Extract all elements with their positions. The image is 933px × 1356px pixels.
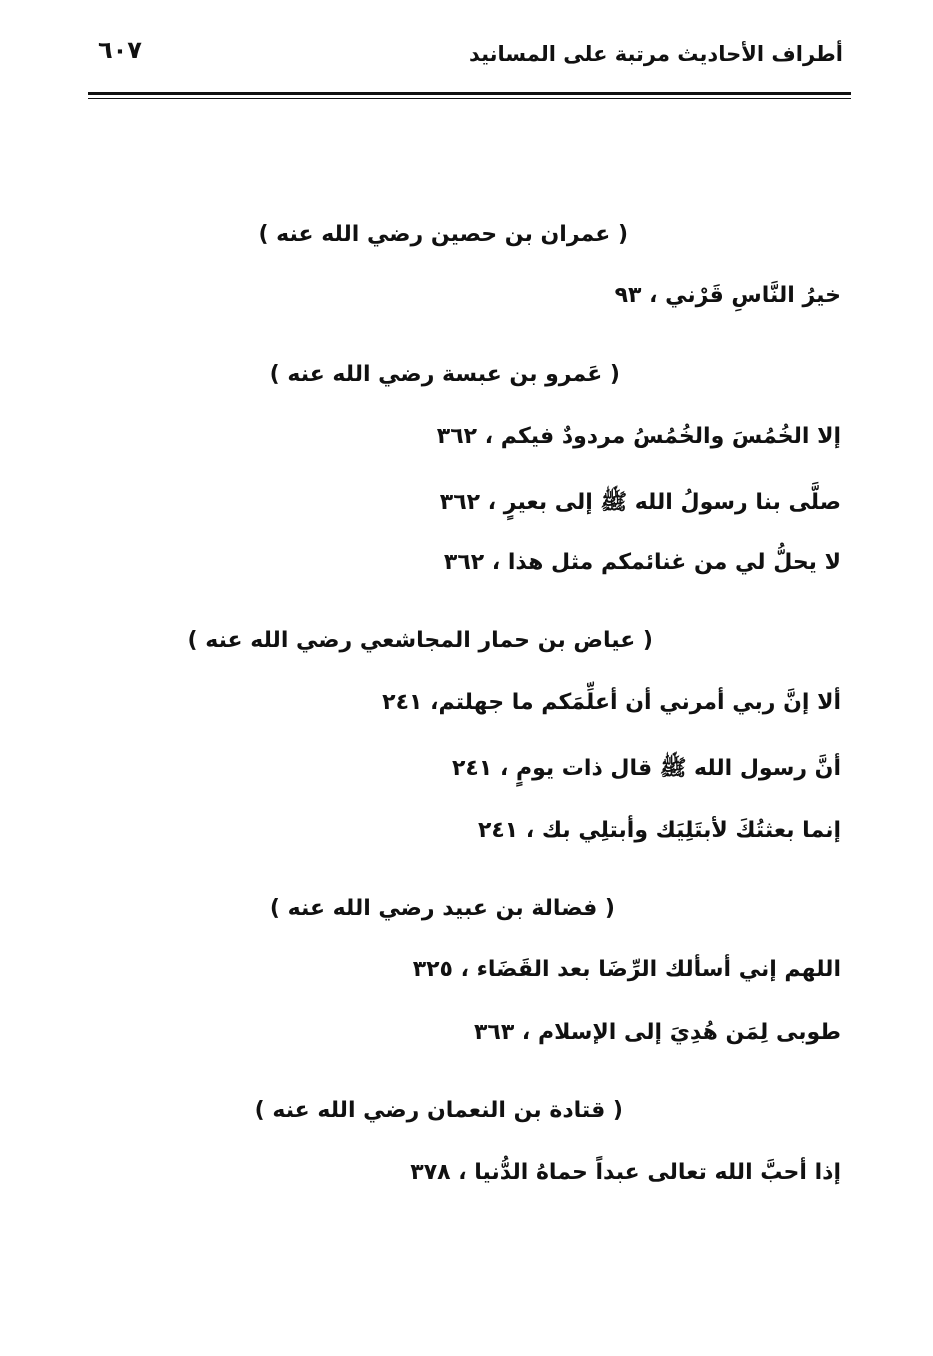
narrator-heading: ( فضالة بن عبيد رضي الله عنه ) [269, 896, 615, 921]
hadith-entry: ألا إنَّ ربي أمرني أن أعلِّمَكم ما جهلتم، ٢٤١ [382, 690, 841, 715]
narrator-heading: ( عَمرو بن عبسة رضي الله عنه ) [269, 362, 620, 387]
running-title: أطراف الأحاديث مرتبة على المسانيد [468, 42, 843, 66]
page-number: ٦٠٧ [98, 36, 142, 64]
hadith-entry: إذا أحبَّ الله تعالى عبداً حماهُ الدُّنيا ، ٣٧٨ [410, 1160, 841, 1185]
hadith-entry: خيرُ النَّاسِ قَرْني ، ٩٣ [614, 283, 841, 308]
hadith-entry: أنَّ رسول الله ﷺ قال ذات يومٍ ، ٢٤١ [452, 756, 841, 781]
hadith-entry: اللهم إني أسألك الرِّضَا بعد القَضَاء ، ٣٢٥ [412, 957, 841, 982]
hadith-entry: إنما بعثتُكَ لأبتَلِيَك وأبتلِي بك ، ٢٤١ [477, 818, 841, 843]
narrator-heading: ( عياض بن حمار المجاشعي رضي الله عنه ) [187, 628, 653, 653]
hadith-entry: صلَّى بنا رسولُ الله ﷺ إلى بعيرٍ ، ٣٦٢ [439, 490, 841, 515]
narrator-heading: ( قتادة بن النعمان رضي الله عنه ) [254, 1098, 623, 1123]
hadith-entry: طوبى لِمَن هُدِيَ إلى الإسلام ، ٣٦٣ [473, 1020, 841, 1045]
hadith-entry: لا يحلُّ لي من غنائمكم مثل هذا ، ٣٦٢ [443, 550, 841, 575]
hadith-entry: إلا الخُمُسَ والخُمُسُ مردودٌ فيكم ، ٣٦٢ [436, 424, 841, 449]
narrator-heading: ( عمران بن حصين رضي الله عنه ) [258, 222, 628, 247]
